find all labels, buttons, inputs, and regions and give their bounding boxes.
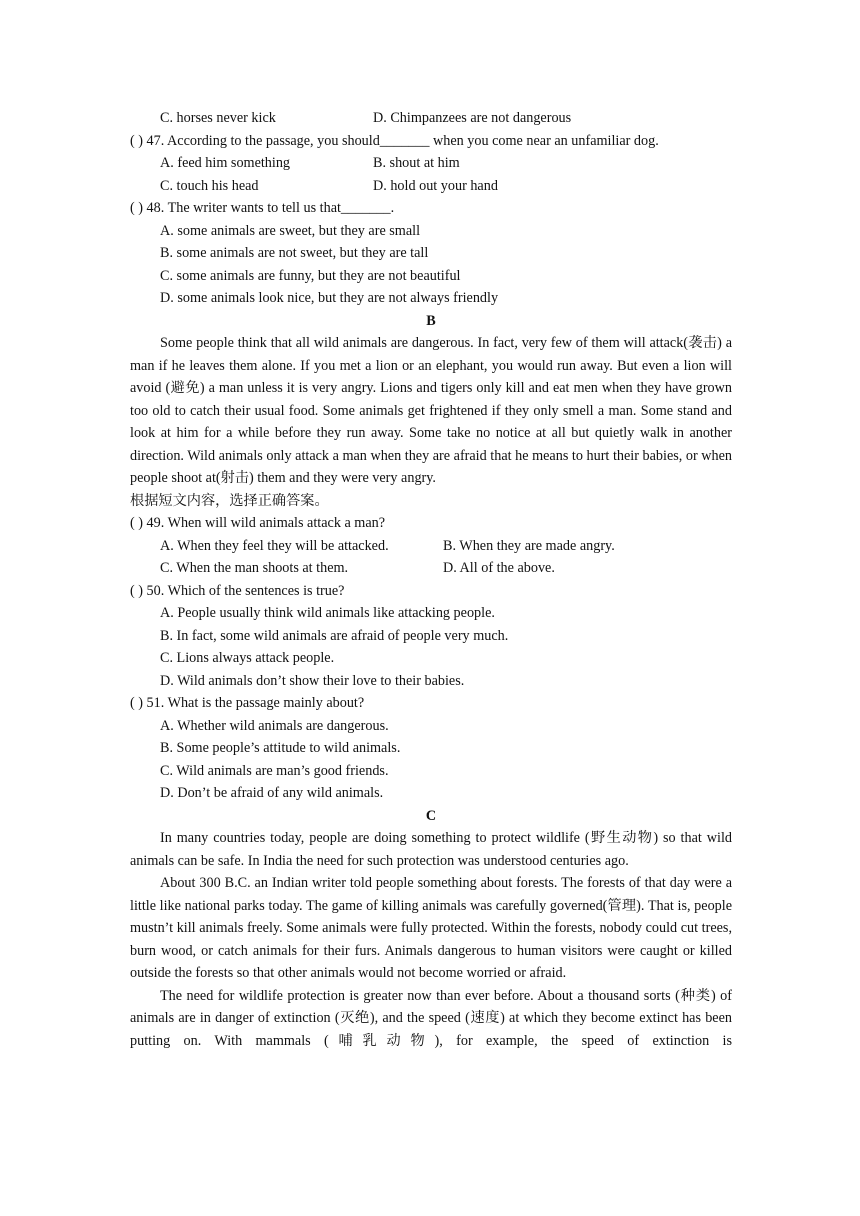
q51-option-b: B. Some people’s attitude to wild animals. xyxy=(160,740,401,756)
q47-options-ab xyxy=(130,152,732,175)
section-b-instruction: 根据短文内容，选择正确答案。 xyxy=(130,492,329,509)
q50-option-a: A. People usually think wild animals like attacking people. xyxy=(160,605,495,621)
q48-stem: ( ) 48. The writer wants to tell us that_______. xyxy=(130,200,395,216)
section-c-heading: C xyxy=(425,807,437,824)
q48-option-c: C. some animals are funny, but they are not beautiful xyxy=(160,267,461,284)
section-c-paragraph-3: The need for wildlife protection is greater now than ever before. About a thousand sorts (种类) of animals are in danger of extinction (灭绝), and the speed (速度) at which they become extinct has been putting on. With mammals (哺乳动物), for example, the speed of extinction is xyxy=(130,987,732,1049)
section-b-heading: B xyxy=(426,312,436,329)
q48-option-b: B. some animals are not sweet, but they are tall xyxy=(160,245,429,261)
q47-option-a: A. feed him something xyxy=(160,155,291,171)
section-c-paragraph-1: In many countries today, people are doing something to protect wildlife (野生动物) so that wild animals can be safe. In India the need for such protection was understood centuries ago. xyxy=(130,830,732,869)
q49-option-a: A. When they feel they will be attacked. xyxy=(160,537,389,554)
q48-option-d: D. some animals look nice, but they are not always friendly xyxy=(160,290,499,306)
q49-option-c: C. When the man shoots at them. xyxy=(160,560,349,576)
q47-options-cd xyxy=(130,175,732,198)
q51-option-c: C. Wild animals are man’s good friends. xyxy=(160,762,389,779)
q46-options-cd xyxy=(130,107,732,130)
worksheet-page xyxy=(130,107,732,1052)
q49-stem: ( ) 49. When will wild animals attack a man? xyxy=(130,515,386,531)
q47-option-d: D. hold out your hand xyxy=(373,177,498,194)
q51-option-d: D. Don’t be afraid of any wild animals. xyxy=(160,785,384,801)
section-c-paragraph-2: About 300 B.C. an Indian writer told people something about forests. The forests of that day were a little like national parks today. The game of killing animals was carefully governed(管理). That is, people mustn’t kill animals freely. Some animals were fully protected. Within the forests, nobody could cut trees, burn wood, or catch animals for their furs. Animals dangerous to human visitors were caught or killed outside the forests so that other animals would not become worried or afraid. xyxy=(130,875,732,981)
q51-option-a: A. Whether wild animals are dangerous. xyxy=(160,717,389,734)
q51-stem: ( ) 51. What is the passage mainly about? xyxy=(130,695,365,711)
q47-stem: ( ) 47. According to the passage, you should_______ when you come near an unfamiliar dog. xyxy=(130,132,659,149)
q49-option-b: B. When they are made angry. xyxy=(443,537,615,554)
q46-option-c: C. horses never kick xyxy=(160,110,276,126)
q50-stem: ( ) 50. Which of the sentences is true? xyxy=(130,582,345,599)
q46-option-d: D. Chimpanzees are not dangerous xyxy=(373,110,572,126)
q50-option-d: D. Wild animals don’t show their love to their babies. xyxy=(160,672,465,689)
q50-option-c: C. Lions always attack people. xyxy=(160,650,335,666)
section-b-passage: Some people think that all wild animals are dangerous. In fact, very few of them will attack(袭击) a man if he leaves them alone. If you met a lion or an elephant, you would run away. But even a lion will avoid (避免) a man unless it is very angry. Lions and tigers only kill and eat men when they have grown too old to catch their usual food. Some animals get frightened if they only smell a man. Some stand and look at him for a while before they run away. Some take no notice at all but quietly walk in another direction. Wild animals only attack a man when they are afraid that he means to hurt their babies, or when people shoot at(射击) them and they were very angry. xyxy=(130,335,732,486)
q48-option-a: A. some animals are sweet, but they are small xyxy=(160,222,421,239)
q47-option-b: B. shout at him xyxy=(373,155,460,171)
q49-options-cd xyxy=(130,557,732,580)
q49-option-d: D. All of the above. xyxy=(443,560,555,576)
q49-options-ab xyxy=(130,535,732,558)
q47-option-c: C. touch his head xyxy=(160,177,259,194)
q50-option-b: B. In fact, some wild animals are afraid of people very much. xyxy=(160,627,509,644)
